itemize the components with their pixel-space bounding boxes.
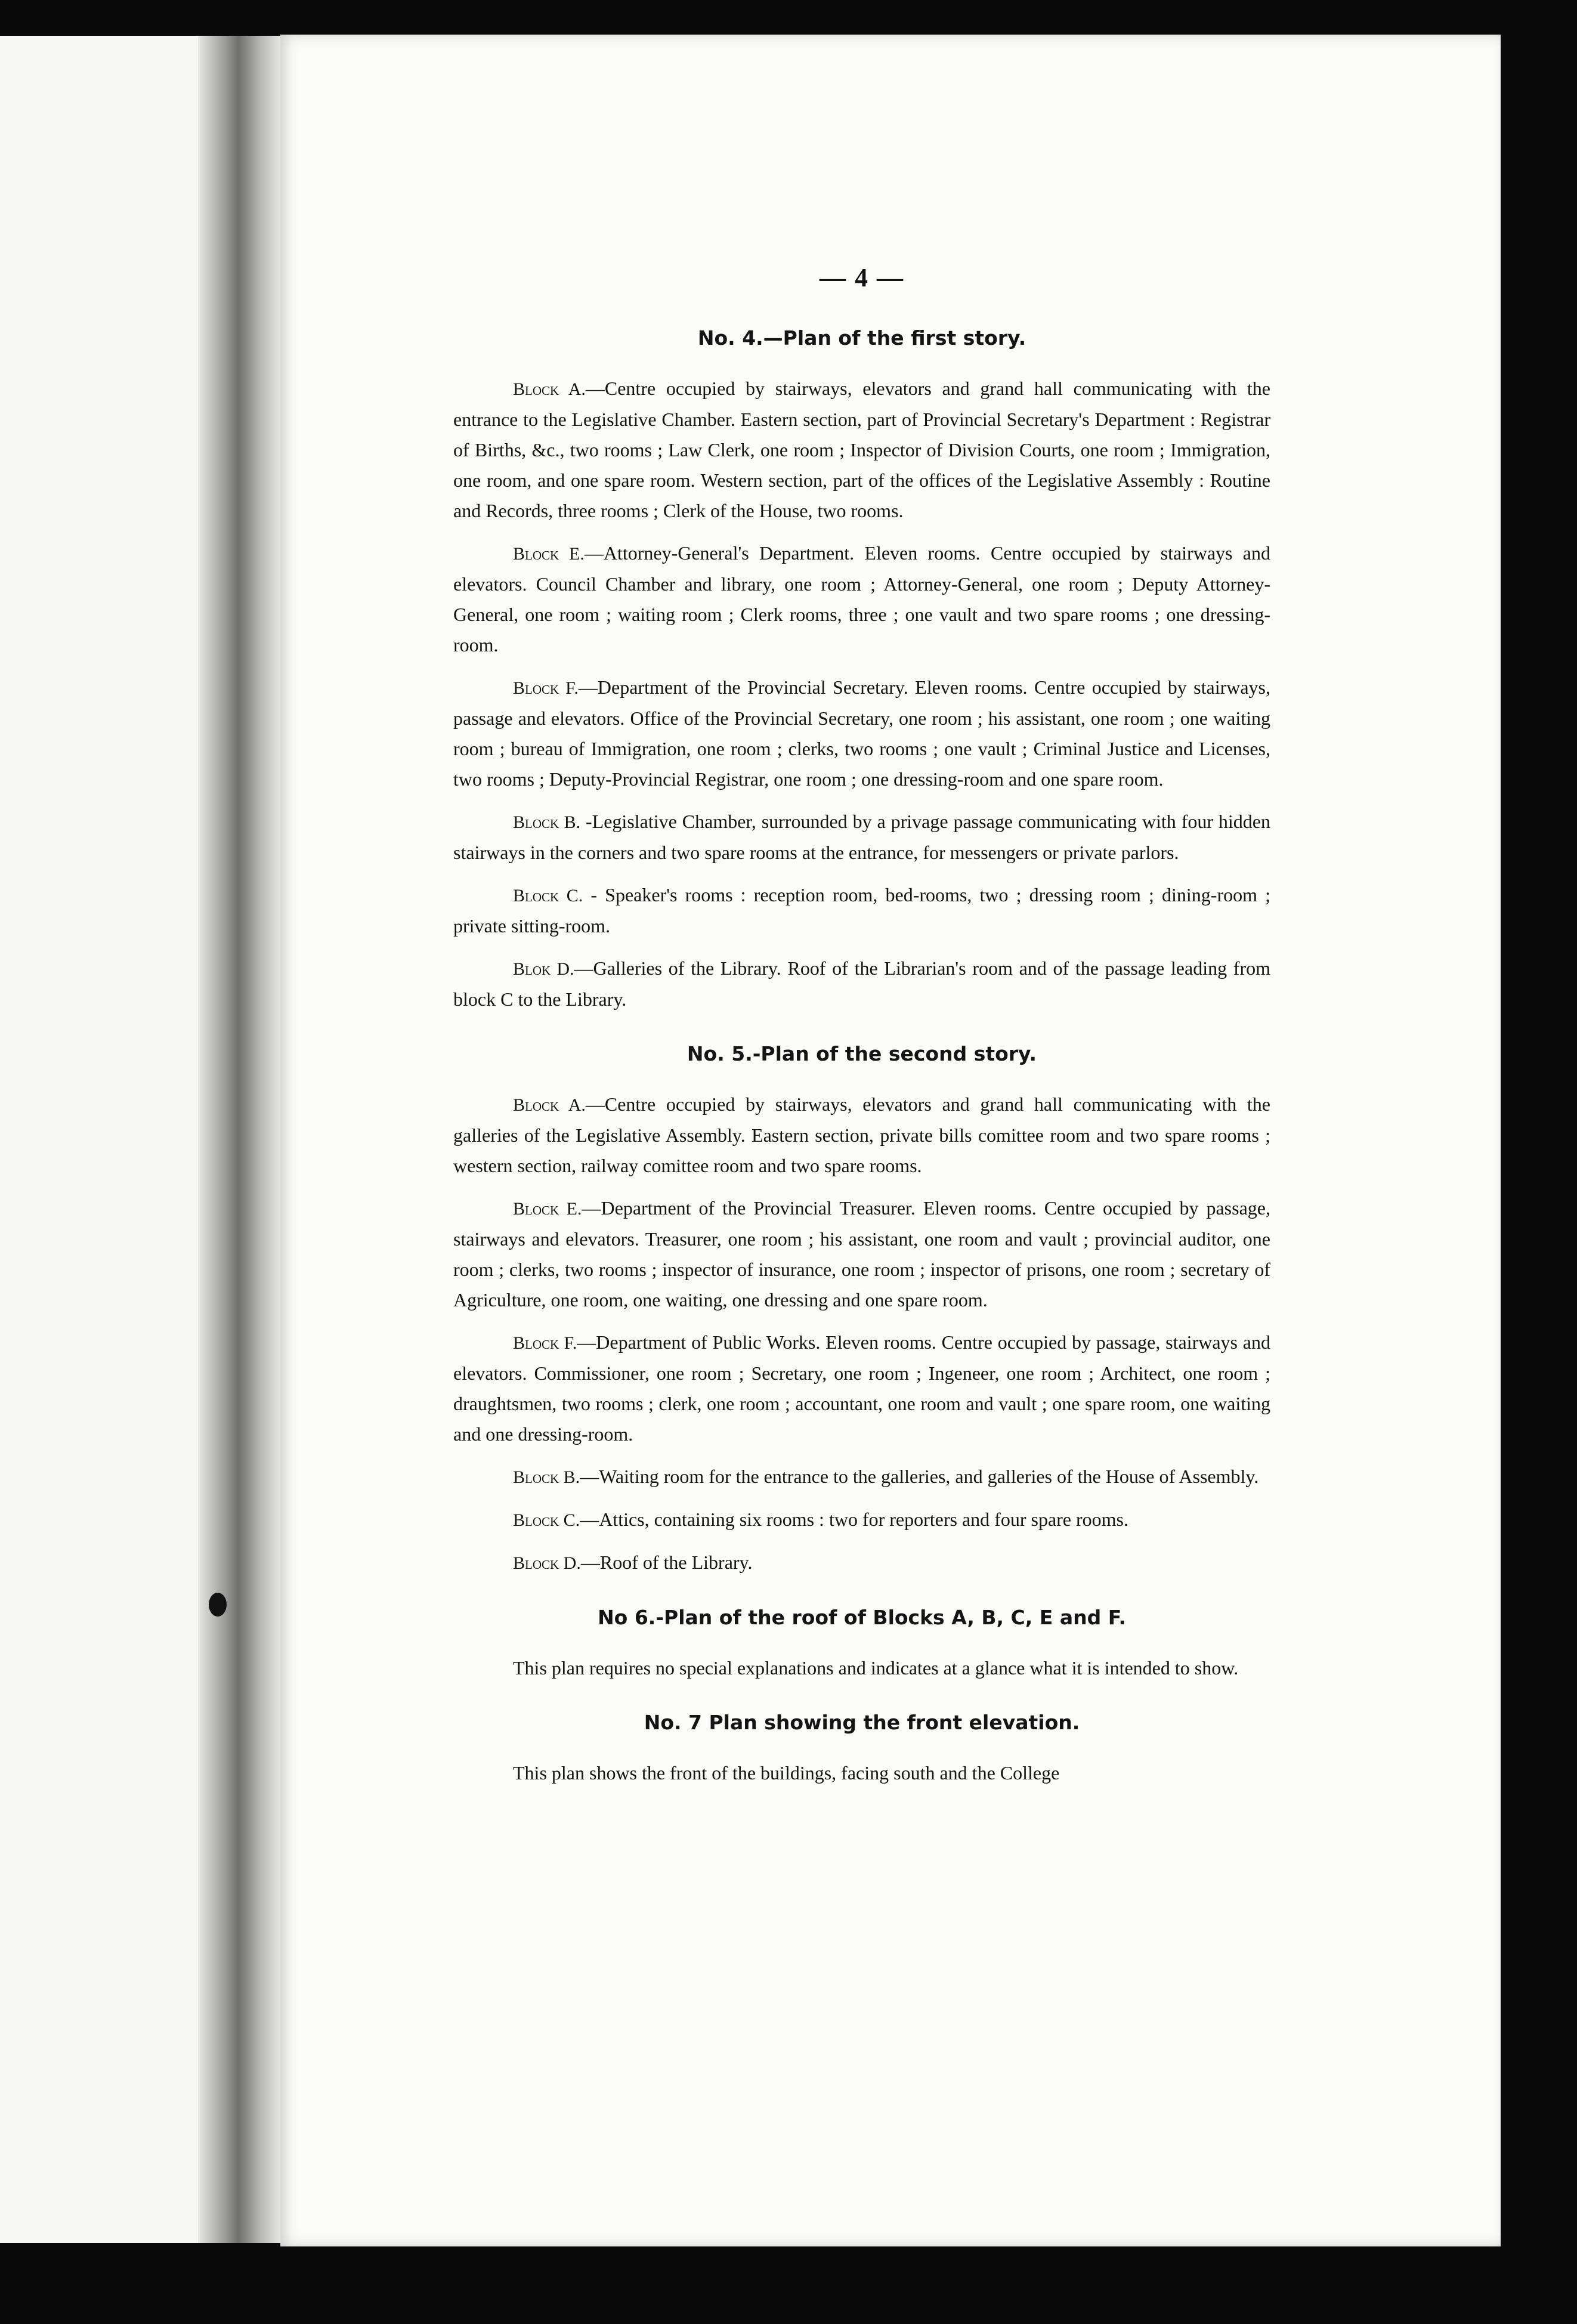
- page-content: [453, 262, 1270, 1800]
- facing-page-margin: [0, 36, 222, 2243]
- block-label: Blok D.: [513, 959, 574, 979]
- section-paragraph: [453, 1089, 1270, 1181]
- section-paragraph: [453, 538, 1270, 660]
- block-label: Block F.: [513, 1333, 577, 1353]
- section-heading: No 6.-Plan of the roof of Blocks A, B, C, E and F.: [598, 1606, 1126, 1629]
- section-paragraph: [453, 1193, 1270, 1315]
- section-paragraph: [453, 1327, 1270, 1450]
- block-label: Block E.: [513, 1199, 582, 1219]
- paragraph-text: This plan requires no special explanations and indicates at a glance what it is intended to show.: [513, 1657, 1239, 1679]
- section-paragraph: [453, 880, 1270, 941]
- paragraph-text: —Attics, containing six rooms : two for reporters and four spare rooms.: [580, 1509, 1128, 1530]
- block-label: Block C.: [513, 1510, 580, 1530]
- paragraph-text: —Centre occupied by stairways, elevators and grand hall communicating with the galleries of the Legislative Assembly. Eastern section, private bills comittee room and two spare rooms ; western section, railway comittee room and two spare rooms.: [453, 1093, 1270, 1176]
- block-label: Block A.: [513, 1095, 586, 1115]
- section-paragraph: [453, 373, 1270, 526]
- block-label: Block F.: [513, 678, 579, 698]
- section-paragraph: [453, 1461, 1270, 1492]
- section-paragraph: [453, 806, 1270, 868]
- block-label: Block D.: [513, 1553, 581, 1573]
- paragraph-text: —Galleries of the Library. Roof of the Librarian's room and of the passage leading from block C to the Library.: [453, 957, 1270, 1010]
- block-label: Block E.: [513, 544, 585, 564]
- sections-container: [453, 326, 1270, 1788]
- paragraph-text: - Speaker's rooms : reception room, bed-rooms, two ; dressing room ; dining-room ; private sitting-room.: [453, 884, 1270, 937]
- binding-mark: [209, 1593, 227, 1617]
- block-label: Block B.: [513, 1467, 580, 1487]
- block-label: Block A.: [513, 379, 586, 399]
- paragraph-text: —Waiting room for the entrance to the galleries, and galleries of the House of Assembly.: [580, 1466, 1259, 1487]
- section-paragraph: [453, 1547, 1270, 1578]
- section-heading: No. 7 Plan showing the front elevation.: [644, 1711, 1080, 1734]
- paragraph-text: —Department of the Provincial Secretary. Eleven rooms. Centre occupied by stairways, passage and elevators. Office of the Provincial Secretary, one room ; his assistant, one room ; one waiting room ; bureau of Immigration, one room ; clerks, two rooms ; one vault ; Criminal Justice and Licenses, two rooms ; Deputy-Provincial Registrar, one room ; one dressing-room and one spare room.: [453, 676, 1271, 790]
- section-heading: No. 5.-Plan of the second story.: [687, 1042, 1037, 1065]
- section-heading: No. 4.—Plan of the first story.: [697, 326, 1026, 350]
- paragraph-text: —Department of Public Works. Eleven rooms. Centre occupied by passage, stairways and elevators. Commissioner, one room ; Secretary, one room ; Ingeneer, one room ; Architect, one room ; draughtsmen, two rooms ; clerk, one room ; accountant, one room and vault ; one spare room, one waiting and one dressing-room.: [453, 1331, 1270, 1445]
- section-paragraph: [453, 1504, 1270, 1535]
- page-number: — 4 —: [820, 263, 904, 292]
- section-paragraph: [453, 1758, 1270, 1788]
- section-paragraph: [453, 1653, 1270, 1683]
- paragraph-text: —Attorney-General's Department. Eleven rooms. Centre occupied by stairways and elevators. Council Chamber and library, one room ; Attorney-General, one room ; Deputy Attorney-General, one room ; waiting room ; Clerk rooms, three ; one vault and two spare rooms ; one dressing-room.: [453, 542, 1270, 656]
- section-paragraph: [453, 953, 1270, 1015]
- book-gutter: [198, 36, 287, 2243]
- block-label: Block C.: [513, 886, 583, 906]
- paragraph-text: —Roof of the Library.: [580, 1552, 753, 1573]
- paragraph-text: -Legislative Chamber, surrounded by a privage passage communicating with four hidden stairways in the corners and two spare rooms at the entrance, for messengers or private parlors.: [453, 811, 1271, 863]
- section-paragraph: [453, 672, 1270, 795]
- paragraph-text: This plan shows the front of the buildings, facing south and the College: [513, 1762, 1060, 1784]
- block-label: Block B.: [513, 812, 581, 832]
- paragraph-text: —Department of the Provincial Treasurer. Eleven rooms. Centre occupied by passage, stairways and elevators. Treasurer, one room ; his assistant, one room and vault ; provincial auditor, one room ; clerks, two rooms ; inspector of insurance, one room ; inspector of prisons, one room ; secretary of Agriculture, one room, one waiting, one dressing and one spare room.: [453, 1197, 1270, 1311]
- paragraph-text: —Centre occupied by stairways, elevators and grand hall communicating with the entrance to the Legislative Chamber. Eastern section, part of Provincial Secretary's Department : Registrar of Births, &c., two rooms ; Law Clerk, one room ; Inspector of Division Courts, one room ; Immigration, one room, and one spare room. Western section, part of the offices of the Legislative Assembly : Routine and Records, three rooms ; Clerk of the House, two rooms.: [453, 378, 1270, 521]
